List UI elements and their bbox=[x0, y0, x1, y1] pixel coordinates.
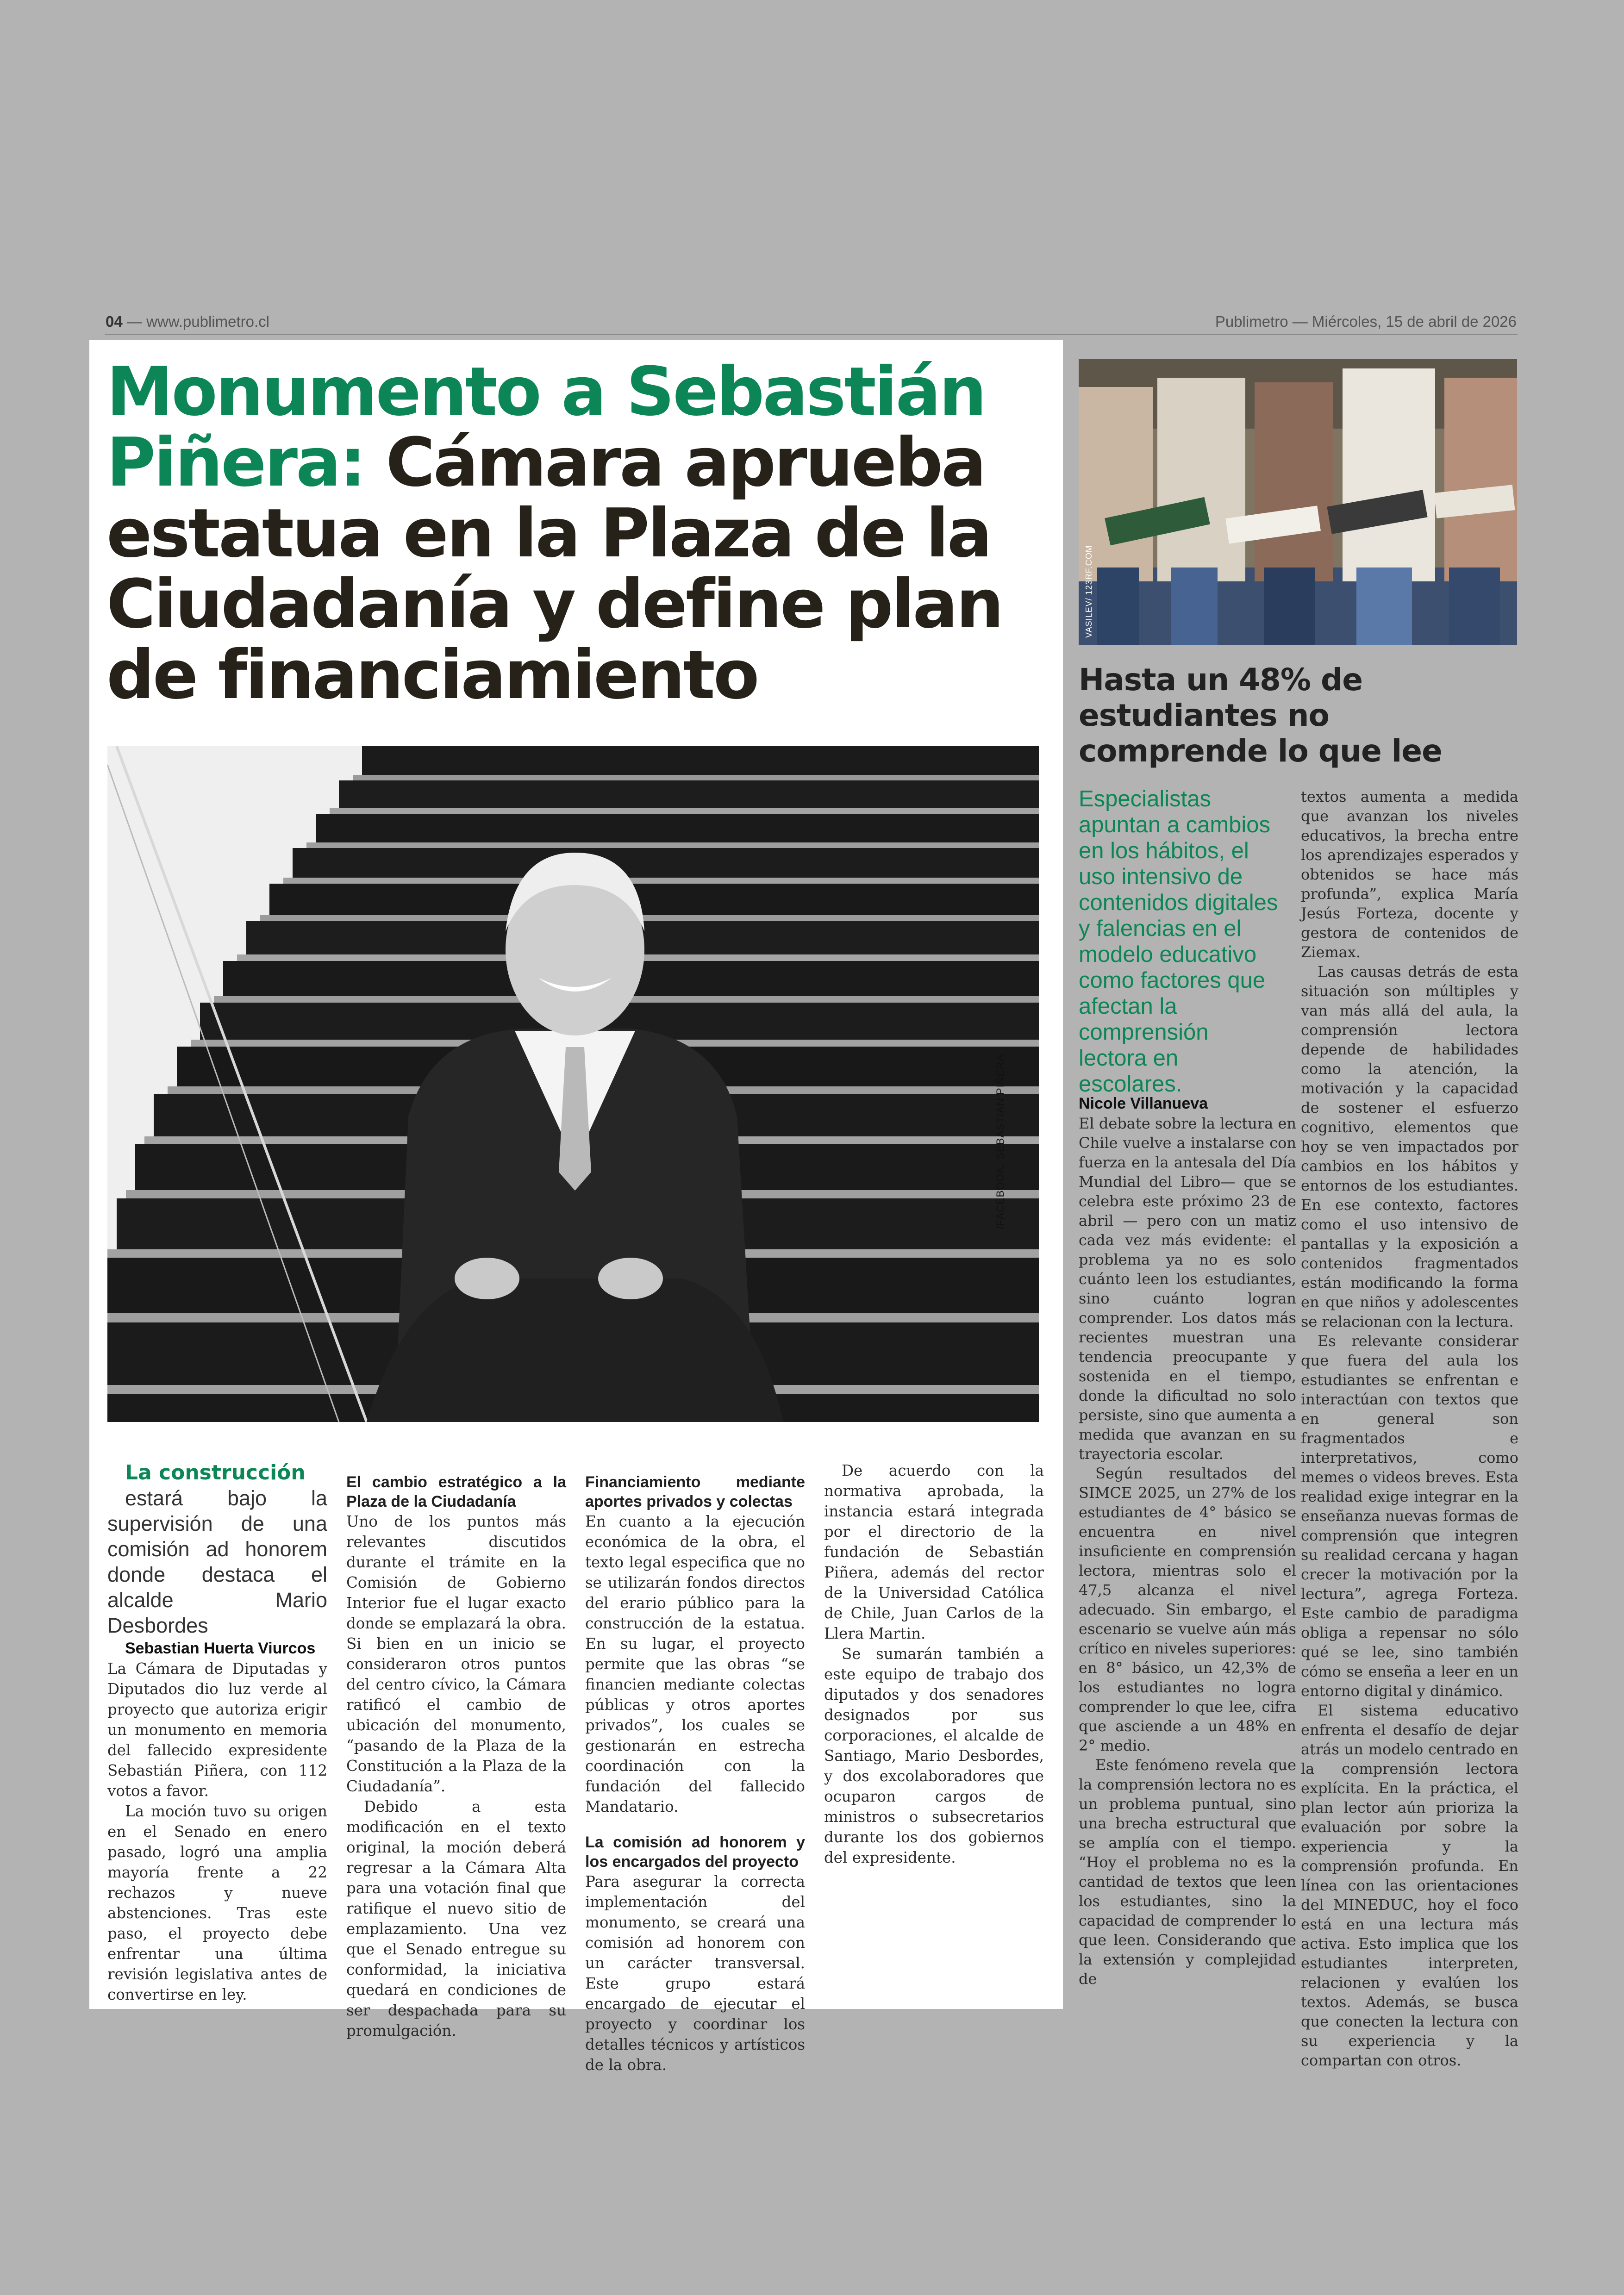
students-reading-photo bbox=[1079, 359, 1517, 645]
header-separator: — bbox=[122, 313, 147, 330]
headline-highlight: Monumento a Sebastián Piñera: bbox=[106, 353, 985, 502]
paragraph: Este fenómeno revela que la comprensión lectora no es un problema puntual, sino una brecha estructural que se amplía con el tiempo. “Hoy el problema no es la cantidad de textos que leen los estudiantes, sino la capacidad de comprender lo que leen. Considerando que la extensión y complejidad de bbox=[1079, 1756, 1296, 1988]
paragraph: Debido a esta modificación en el texto original, la moción deberá regresar a la Cámara Alta para una votación final que ratifique el nuevo sitio de emplazamiento. Una vez que el Senado entregue su conformidad, la iniciativa quedará en condiciones de ser despachada para su promulgación. bbox=[346, 1798, 566, 2039]
lead-body: estará bajo la supervisión de una comisión ad honorem donde destaca el alcalde Mario Desbordes bbox=[107, 1486, 327, 1637]
paragraph: En cuanto a la ejecución económica de la obra, el texto legal especifica que no se utilizarán fondos directos del erario público para la construcción de la estatua. En su lugar, el proyecto permite que las obras “se financien mediante colectas públicas y otros aportes privados”, los cuales se gestionarán en estrecha coordinación con la fundación del fallecido Mandatario. bbox=[585, 1513, 805, 1815]
main-byline: Sebastian Huerta Viurcos bbox=[125, 1640, 316, 1657]
paragraph: La moción tuvo su origen en el Senado en enero pasado, logró una amplia mayoría frente a 22 rechazos y nueve abstenciones. Tras este paso, el proyecto debe enfrentar una última revisión legislativa antes de convertirse en ley. bbox=[107, 1802, 327, 2003]
main-column-2 bbox=[346, 1460, 566, 2041]
paragraph: El debate sobre la lectura en Chile vuelve a instalarse con fuerza en la antesala del Día Mundial del Libro— que se celebra este próximo 23 de abril — pero con un matiz cada vez más evidente: el problema ya no es solo cuánto leen los estudiantes, sino cuánto logran comprender. Los datos más recientes muestran una tendencia preocupante y sostenida en el tiempo, donde la dificultad no solo persiste, sino que aumenta a medida que avanzan en su trayectoria escolar. bbox=[1079, 1115, 1296, 1463]
paragraph: El sistema educativo enfrenta el desafío de dejar atrás un modelo centrado en la comprensión lectora explícita. En la práctica, el plan lector aún prioriza la evaluación por sobre la experiencia y la comprensión profunda. En línea con las orientaciones del MINEDUC, hoy el foco está en una lectura más activa. Esto implica que los estudiantes interpreten, relacionen y evalúen los textos. Además, se busca que conecten la lectura con su experiencia y la compartan con otros. bbox=[1301, 1702, 1518, 2069]
paragraph: Uno de los puntos más relevantes discutidos durante el trámite en la Comisión de Gobierno Interior fue el lugar exacto donde se emplazará la obra. Si bien en un inicio se consideraron otros puntos del centro cívico, la Cámara ratificó el cambio de ubicación del monumento, “pasando de la Plaza de la Constitución a la Plaza de la Ciudadanía”. bbox=[346, 1513, 566, 1795]
student-figures bbox=[1079, 368, 1517, 581]
main-photo-pinera bbox=[107, 746, 1039, 1422]
subheading-comision: La comisión ad honorem y los encargados del proyecto bbox=[585, 1834, 805, 1871]
page-header-date: Publimetro — Miércoles, 15 de abril de 2026 bbox=[1215, 313, 1517, 330]
paragraph: Según resultados del SIMCE 2025, un 27% de los estudiantes de 4° básico se encuentra en nivel insuficiente en comprensión lectora, mientras solo el 47,5 alcanza el nivel adecuado. Sin embargo, el escenario se vuelve aún más crítico en niveles superiores: en 8° básico, un 42,3% de los estudiantes no logra comprender lo que lee, cifra que asciende a un 48% en 2° medio. bbox=[1079, 1465, 1296, 1754]
paragraph: Es relevante considerar que fuera del aula los estudiantes se enfrentan e interactúan con textos que en general son fragmentados e interpretativos, como memes o videos breves. Esta realidad exige integrar en la enseñanza nuevas formas de comprensión que integren su realidad cercana y hagan crecer la motivación por la lectura”, agrega Forteza. Este cambio de paradigma obliga a repensar no sólo qué se lee, sino también cómo se enseña a leer en un entorno digital y dinámico. bbox=[1301, 1332, 1518, 1700]
page-header-left bbox=[106, 313, 269, 331]
main-column-1 bbox=[107, 1460, 327, 2005]
paragraph: Para asegurar la correcta implementación del monumento, se creará una comisión ad honorem con un carácter transversal. Este grupo estará encargado de ejecutar el proyecto y coordinar los detalles técnicos y artísticos de la obra. bbox=[585, 1873, 805, 2074]
site-url: www.publimetro.cl bbox=[146, 313, 269, 330]
paragraph: La Cámara de Diputadas y Diputados dio luz verde al proyecto que autoriza erigir un monumento en memoria del fallecido expresidente Sebastián Piñera, con 112 votos a favor. bbox=[107, 1660, 327, 1800]
paragraph: Se sumarán también a este equipo de trabajo dos diputados y dos senadores designados por sus corporaciones, el alcalde de Santiago, Mario Desbordes, y dos excolaboradores que ocuparon cargos de ministros o subsecretarios durante los dos gobiernos del expresidente. bbox=[824, 1645, 1044, 1866]
main-column-3 bbox=[585, 1460, 805, 2075]
pinera-portrait-illustration bbox=[107, 746, 1039, 1422]
page-number: 04 bbox=[106, 313, 123, 330]
main-column-4 bbox=[824, 1460, 1044, 1868]
side-column-2 bbox=[1301, 787, 1518, 2070]
headline-rest: Cámara aprueba estatua en la Plaza de la Ciudadanía y define plan de financiamiento bbox=[106, 424, 1002, 714]
side-column-1 bbox=[1079, 1093, 1296, 1989]
header-rule bbox=[105, 334, 1518, 335]
main-headline bbox=[106, 353, 1042, 714]
photo-credit: /FACEBOOK: SEBASTIÁN PIÑERA bbox=[994, 1054, 1006, 1229]
paragraph: textos aumenta a medida que avanzan los niveles educativos, la brecha entre los aprendizajes esperados y obtenidos se hace más profunda”, explica María Jesús Forteza, docente y gestora de contenidos de Ziemax. bbox=[1301, 788, 1518, 961]
side-lead: Especialistas apuntan a cambios en los hábitos, el uso intensivo de contenidos digitales y falencias en el modelo educativo como factores que afectan la comprensión lectora en escolares. bbox=[1079, 786, 1278, 1097]
students-illustration bbox=[1079, 359, 1517, 645]
paragraph: Las causas detrás de esta situación son múltiples y van más allá del aula, la comprensión lectora depende de habilidades como la atención, la motivación y la capacidad de sostener el esfuerzo cognitivo, elementos que hoy se ven impactados por cambios en los hábitos y entornos de los estudiantes. En ese contexto, factores como el uso intensivo de pantallas y la exposición a contenidos fragmentados están modificando la forma en que niños y adolescentes se relacionan con la lectura. bbox=[1301, 963, 1518, 1330]
lead-title: La construcción bbox=[125, 1461, 306, 1484]
subheading-plaza: El cambio estratégico a la Plaza de la Ciudadanía bbox=[346, 1473, 566, 1510]
subheading-financiamiento: Financiamiento mediante aportes privados y colectas bbox=[585, 1473, 805, 1510]
paragraph: De acuerdo con la normativa aprobada, la instancia estará integrada por el directorio de la fundación de Sebastián Piñera, además del rector de la Universidad Católica de Chile, Juan Carlos de la Llera Martin. bbox=[824, 1462, 1044, 1642]
side-byline: Nicole Villanueva bbox=[1079, 1095, 1208, 1112]
side-headline: Hasta un 48% de estudiantes no comprende lo que lee bbox=[1079, 662, 1442, 769]
side-photo-credit: VASILEV/ 123RF.COM bbox=[1084, 545, 1093, 638]
